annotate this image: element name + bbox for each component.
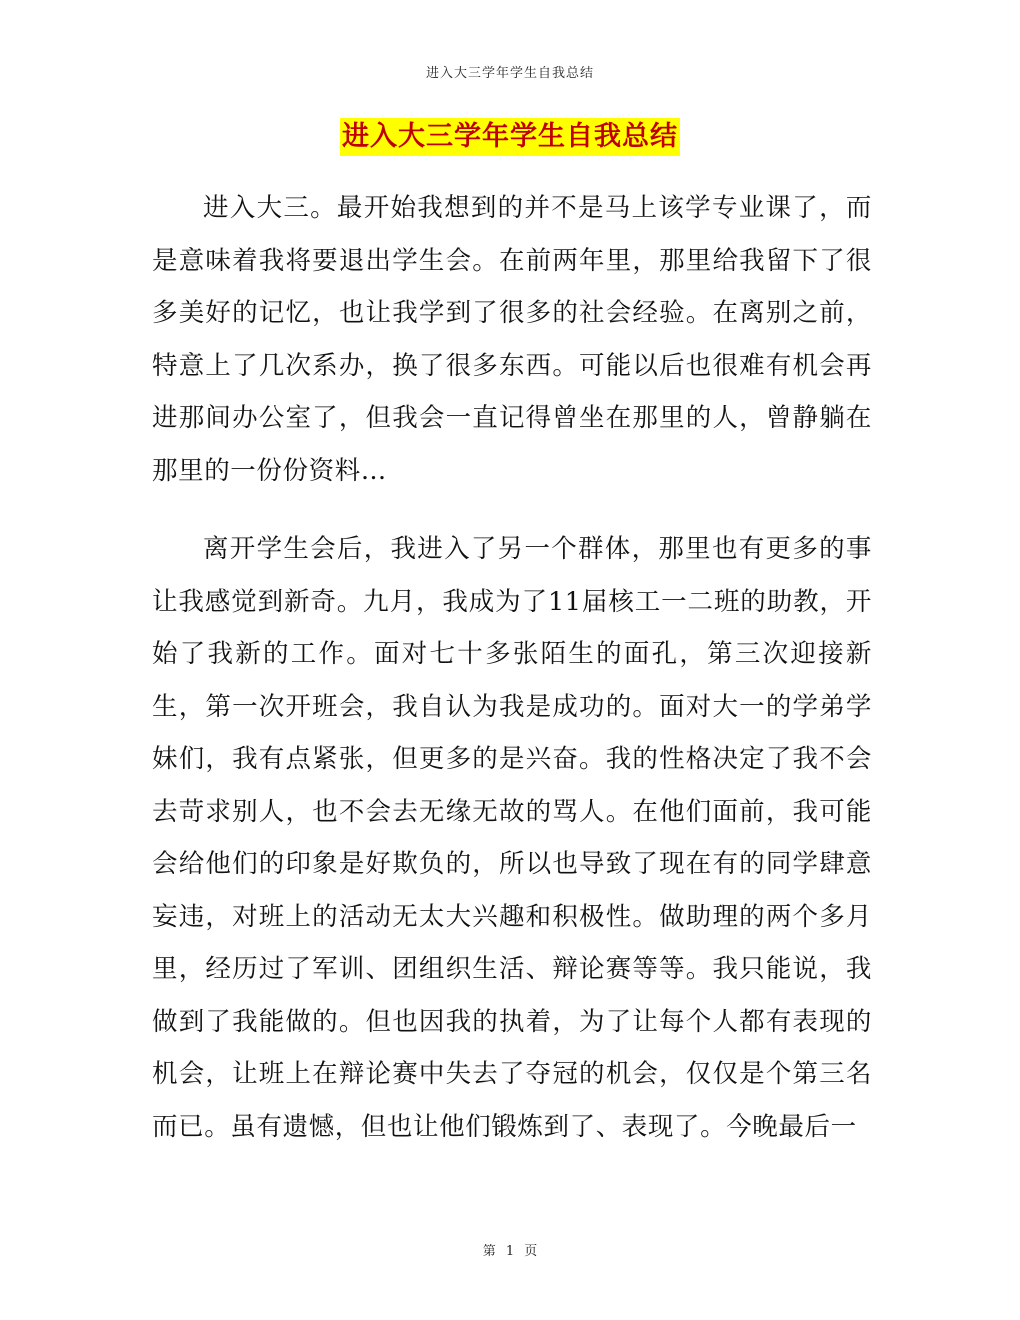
paragraph-1: 进入大三。最开始我想到的并不是马上该学专业课了，而是意味着我将要退出学生会。在前两年里，那里给我留下了很多美好的记忆，也让我学到了很多的社会经验。在离别之前，特意上了几次系办，换了很多东西。可能以后也很难有机会再进那间办公室了，但我会一直记得曾坐在那里的人，曾静躺在那里的一份份资料… — [152, 193, 872, 486]
page-label-suffix: 页 — [524, 1244, 538, 1259]
paragraph-2: 离开学生会后，我进入了另一个群体，那里也有更多的事让我感觉到新奇。九月，我成为了11届核工一二班的助教，开始了我新的工作。面对七十多张陌生的面孔，第三次迎接新生，第一次开班会，我自认为我是成功的。面对大一的学弟学妹们，我有点紧张，但更多的是兴奋。我的性格决定了我不会去苛求别人，也不会去无缘无故的骂人。在他们面前，我可能会给他们的印象是好欺负的，所以也导致了现在有的同学肆意妄违，对班上的活动无太大兴趣和积极性。做助理的两个多月里，经历过了军训、团组织生活、辩论赛等等。我只能说，我做到了我能做的。但也因我的执着，为了让每个人都有表现的机会，让班上在辩论赛中失去了夺冠的机会，仅仅是个第三名而已。虽有遗憾，但也让他们锻炼到了、表现了。今晚最后一 — [152, 534, 872, 1142]
document-body — [152, 182, 872, 1179]
page-number: 1 — [505, 1244, 515, 1259]
running-header: 进入大三学年学生自我总结 — [425, 66, 594, 81]
page-footer — [0, 1240, 1020, 1259]
document-title: 进入大三学年学生自我总结 — [340, 118, 680, 156]
title-container — [0, 118, 1020, 156]
page-label-prefix: 第 — [482, 1244, 496, 1259]
